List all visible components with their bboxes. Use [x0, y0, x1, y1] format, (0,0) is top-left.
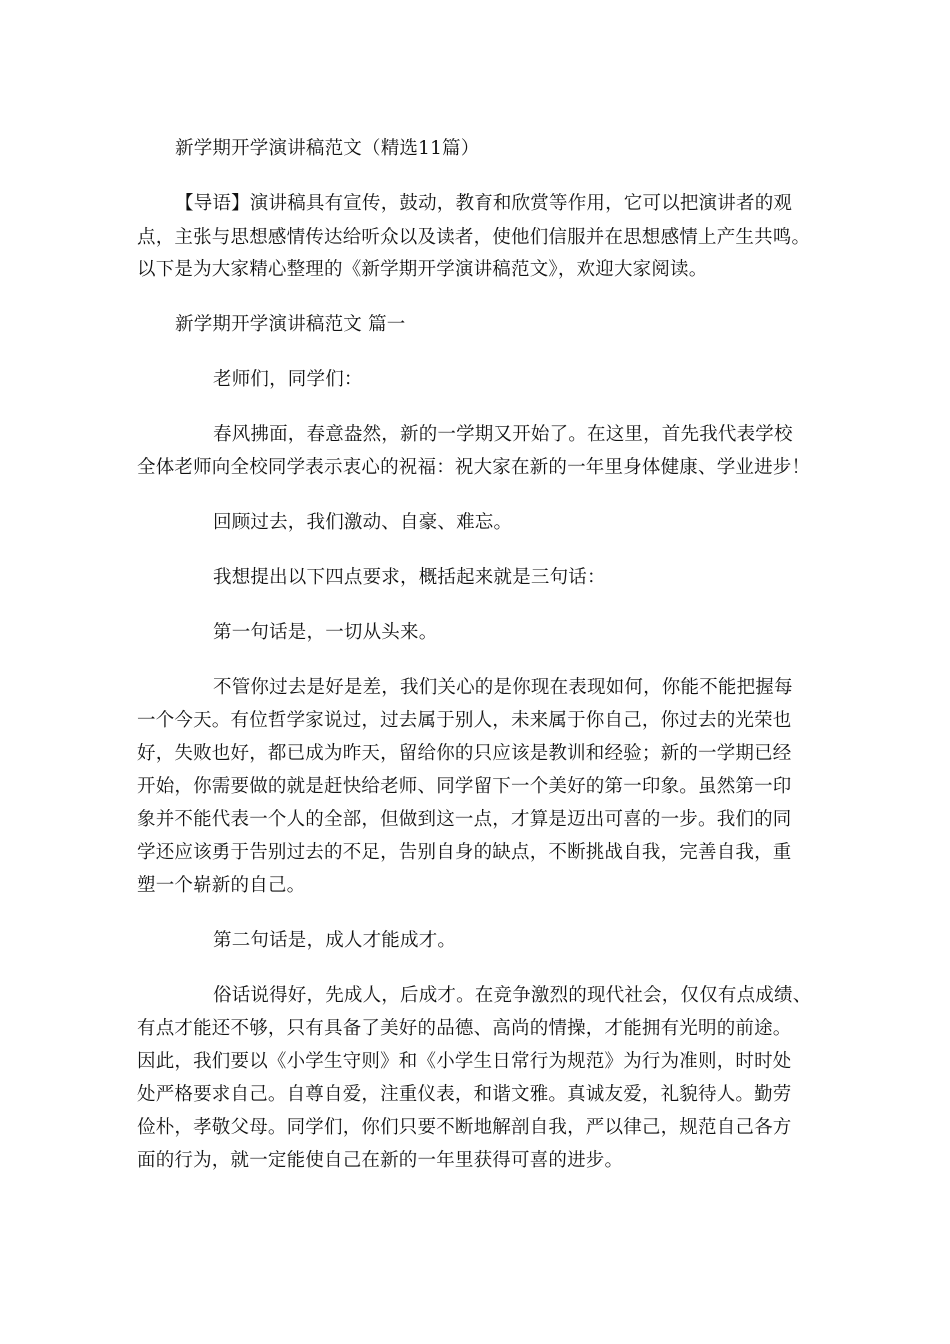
point2: 第二句话是，成人才能成才。: [213, 930, 457, 951]
para4-line-3: 好，失败也好，都已成为昨天，留给你的只应该是教训和经验；新的一学期已经: [137, 743, 792, 764]
para1-line-1: 春风拂面，春意盎然，新的一学期又开始了。在这里，首先我代表学校: [213, 424, 793, 445]
para1-line-2: 全体老师向全校同学表示衷心的祝福：祝大家在新的一年里身体健康、学业进步！: [137, 457, 811, 478]
para5-line-5: 俭朴，孝敬父母。同学们，你们只要不断地解剖自我，严以律己，规范自己各方: [137, 1117, 792, 1138]
para5-line-4: 处严格要求自己。自尊自爱，注重仪表，和谐文雅。真诚友爱，礼貌待人。勤劳: [137, 1084, 792, 1105]
para5-line-2: 有点才能还不够，只有具备了美好的品德、高尚的情操，才能拥有光明的前途。: [137, 1018, 792, 1039]
para4-line-6: 学还应该勇于告别过去的不足，告别自身的缺点，不断挑战自我，完善自我，重: [137, 842, 792, 863]
section-heading: 新学期开学演讲稿范文 篇一: [175, 314, 406, 335]
para5-line-1: 俗话说得好，先成人，后成才。在竞争激烈的现代社会，仅仅有点成绩、: [213, 985, 812, 1006]
para5-line-3: 因此，我们要以《小学生守则》和《小学生日常行为规范》为行为准则，时时处: [137, 1051, 792, 1072]
greeting: 老师们，同学们：: [213, 369, 363, 390]
para4-line-5: 象并不能代表一个人的全部，但做到这一点，才算是迈出可喜的一步。我们的同: [137, 809, 792, 830]
point1: 第一句话是，一切从头来。: [213, 622, 438, 643]
para5-line-6: 面的行为，就一定能使自己在新的一年里获得可喜的进步。: [137, 1150, 624, 1171]
document-title: 新学期开学演讲稿范文（精选11篇）: [175, 138, 480, 159]
intro-line-3: 以下是为大家精心整理的《新学期开学演讲稿范文》，欢迎大家阅读。: [137, 259, 708, 280]
intro-line-2: 点，主张与思想感情传达给听众以及读者，使他们信服并在思想感情上产生共鸣。: [137, 227, 811, 248]
para4-line-7: 塑一个崭新的自己。: [137, 875, 306, 896]
para4-line-1: 不管你过去是好是差，我们关心的是你现在表现如何，你能不能把握每: [213, 677, 793, 698]
para3: 我想提出以下四点要求，概括起来就是三句话：: [213, 567, 606, 588]
para2: 回顾过去，我们激动、自豪、难忘。: [213, 512, 513, 533]
para4-line-4: 开始，你需要做的就是赶快给老师、同学留下一个美好的第一印象。虽然第一印: [137, 776, 792, 797]
intro-line-1: 【导语】演讲稿具有宣传，鼓动，教育和欣赏等作用，它可以把演讲者的观: [175, 193, 793, 214]
para4-line-2: 一个今天。有位哲学家说过，过去属于别人，未来属于你自己，你过去的光荣也: [137, 710, 792, 731]
